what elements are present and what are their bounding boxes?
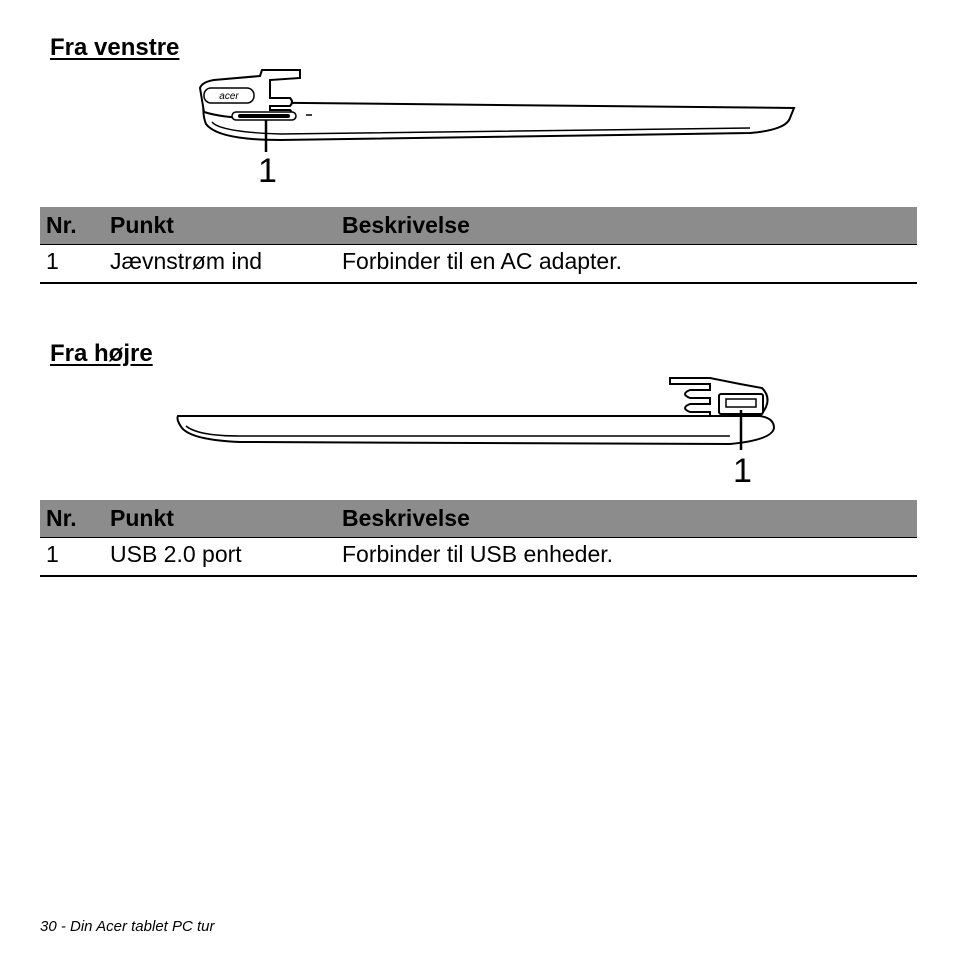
right-spec-table	[40, 500, 917, 577]
cell-punkt: USB 2.0 port	[104, 538, 336, 577]
cell-nr: 1	[40, 538, 104, 577]
cell-beskrivelse: Forbinder til en AC adapter.	[336, 245, 917, 284]
cell-beskrivelse: Forbinder til USB enheder.	[336, 538, 917, 577]
left-spec-table	[40, 207, 917, 284]
cell-nr: 1	[40, 245, 104, 284]
table-row	[40, 245, 917, 284]
callout-number: 1	[733, 452, 752, 490]
section-heading-left: Fra venstre	[50, 34, 180, 61]
col-punkt-header: Punkt	[104, 207, 336, 245]
page-footer: 30 - Din Acer tablet PC tur	[40, 918, 215, 935]
svg-text:acer: acer	[219, 91, 239, 102]
cell-punkt: Jævnstrøm ind	[104, 245, 336, 284]
col-nr-header: Nr.	[40, 207, 104, 245]
table-header-row	[40, 500, 917, 538]
col-punkt-header: Punkt	[104, 500, 336, 538]
right-side-illustration	[170, 370, 790, 490]
left-side-illustration	[190, 62, 810, 192]
col-beskrivelse-header: Beskrivelse	[336, 207, 917, 245]
table-row	[40, 538, 917, 577]
col-nr-header: Nr.	[40, 500, 104, 538]
col-beskrivelse-header: Beskrivelse	[336, 500, 917, 538]
table-header-row	[40, 207, 917, 245]
callout-number: 1	[258, 152, 277, 190]
section-heading-right: Fra højre	[50, 340, 153, 367]
